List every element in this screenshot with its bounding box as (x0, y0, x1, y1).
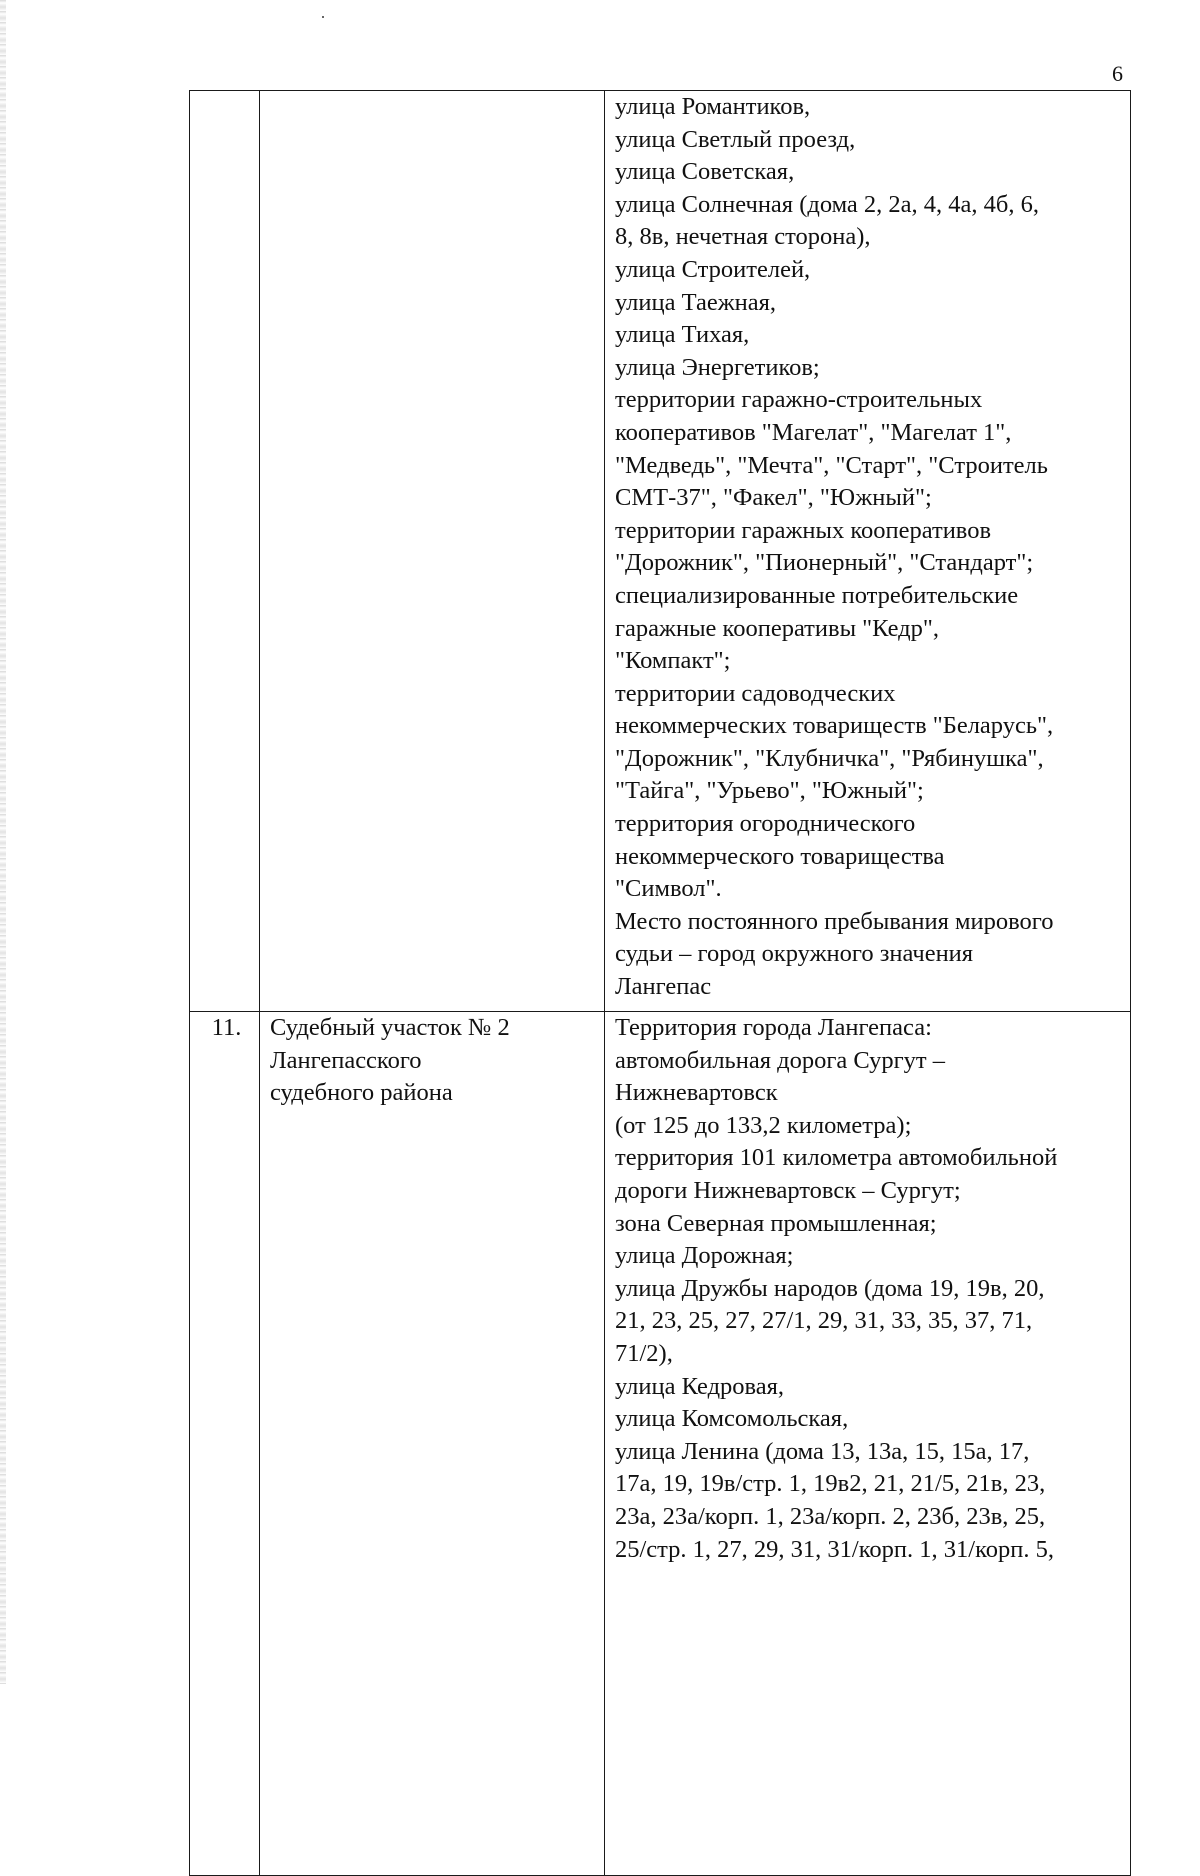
description-line: улица Романтиков, (615, 93, 811, 120)
description-line: некоммерческих товариществ "Беларусь", (615, 712, 1054, 740)
description-line: Нижневартовск (615, 1079, 778, 1107)
description-line: зона Северная промышленная; (615, 1209, 937, 1237)
description-line: "Тайга", "Урьево", "Южный"; (615, 777, 924, 805)
description-line: улица Советская, (615, 158, 795, 186)
description-line: 21, 23, 25, 27, 27/1, 29, 31, 33, 35, 37, 71, (615, 1307, 1033, 1335)
district-name-cell (260, 1012, 605, 1876)
description-line: дороги Нижневартовск – Сургут; (615, 1176, 961, 1204)
court-districts-table (189, 90, 1131, 1876)
description-line: некоммерческого товарищества (615, 842, 945, 870)
table-row-11 (190, 1012, 1131, 1876)
description-line: улица Дружбы народов (дома 19, 19в, 20, (615, 1274, 1045, 1302)
scan-edge-artifact (0, 0, 6, 1684)
description-line: улица Солнечная (дома 2, 2а, 4, 4а, 4б, 6, (615, 190, 1040, 218)
description-line: 71/2), (615, 1339, 673, 1367)
description-line: "Дорожник", "Клубничка", "Рябинушка", (615, 744, 1044, 772)
district-name-line: Судебный участок № 2 (270, 1014, 510, 1041)
table-row-continued (190, 91, 1131, 1012)
description-line: улица Кедровая, (615, 1372, 785, 1400)
description-line: территория 101 километра автомобильной (615, 1144, 1058, 1172)
description-line: "Символ". (615, 875, 722, 903)
description-line: улица Ленина (дома 13, 13а, 15, 15а, 17, (615, 1437, 1030, 1465)
page-number: 6 (1112, 61, 1123, 86)
description-line: 23а, 23а/корп. 1, 23а/корп. 2, 23б, 23в, 25, (615, 1502, 1046, 1530)
description-line: судьи – город окружного значения (615, 940, 974, 968)
description-line: автомобильная дорога Сургут – (615, 1046, 945, 1074)
description-line: 25/стр. 1, 27, 29, 31, 31/корп. 1, 31/корп. 5, (615, 1535, 1054, 1563)
description-line: улица Энергетиков; (615, 353, 820, 381)
description-line: (от 125 до 133,2 километра); (615, 1111, 912, 1139)
description-line: улица Строителей, (615, 255, 811, 283)
description-line: "Компакт"; (615, 647, 731, 675)
description-line: специализированные потребительские (615, 581, 1019, 609)
description-line: территории садоводческих (615, 679, 896, 707)
description-line: 17а, 19, 19в/стр. 1, 19в2, 21, 21/5, 21в, 23, (615, 1470, 1046, 1498)
description-line: Место постоянного пребывания мирового (615, 907, 1054, 935)
description-line: СМТ-37", "Факел", "Южный"; (615, 484, 932, 512)
description-line: территории гаражно-строительных (615, 386, 983, 414)
description-line: Территория города Лангепаса: (615, 1014, 932, 1041)
description-line: улица Светлый проезд, (615, 125, 856, 153)
district-name-cell (260, 91, 605, 1012)
description-line: территории гаражных кооперативов (615, 516, 992, 544)
description-line: "Дорожник", "Пионерный", "Стандарт"; (615, 549, 1034, 577)
description-line: гаражные кооперативы "Кедр", (615, 614, 939, 642)
row-number-cell: 11. (190, 1012, 260, 1876)
description-line: улица Комсомольская, (615, 1405, 849, 1433)
row-number-cell (190, 91, 260, 1012)
description-line: кооперативов "Магелат", "Магелат 1", (615, 418, 1012, 446)
description-line: "Медведь", "Мечта", "Старт", "Строитель (615, 451, 1048, 479)
description-line: 8, 8в, нечетная сторона), (615, 223, 871, 251)
district-name-line: судебного района (270, 1079, 453, 1107)
district-name-line: Лангепасского (270, 1046, 422, 1074)
description-line: Лангепас (615, 973, 712, 1001)
description-line: улица Таежная, (615, 288, 777, 316)
scan-speck (322, 16, 324, 18)
territory-description-cell (605, 91, 1131, 1012)
description-line: улица Дорожная; (615, 1242, 794, 1270)
territory-description-cell (605, 1012, 1131, 1876)
description-line: территория огороднического (615, 810, 916, 838)
description-line: улица Тихая, (615, 321, 750, 349)
